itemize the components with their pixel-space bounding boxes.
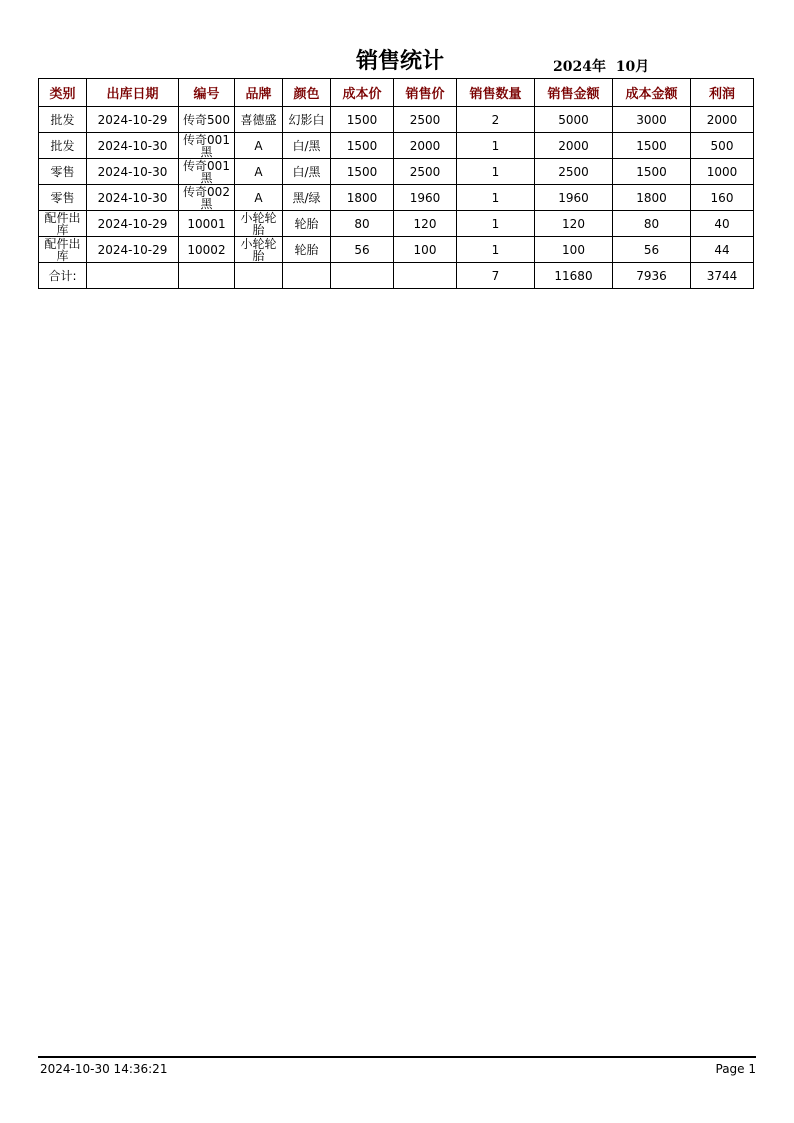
col-header-sale-price: 销售价 [394, 79, 457, 107]
totals-label: 合计: [39, 263, 87, 289]
cell-cost-price: 1500 [331, 107, 394, 133]
cell-sale-price: 120 [394, 211, 457, 237]
cell-category: 批发 [39, 107, 87, 133]
cell-profit: 40 [691, 211, 754, 237]
table-row [39, 211, 754, 237]
table-row [39, 133, 754, 159]
cell-quantity: 2 [457, 107, 535, 133]
cell-color: 轮胎 [283, 237, 331, 263]
cell-sales-amount: 5000 [535, 107, 613, 133]
cell-date: 2024-10-30 [87, 185, 179, 211]
cell-date: 2024-10-30 [87, 159, 179, 185]
col-header-cost-amount: 成本金额 [613, 79, 691, 107]
totals-empty-cell [283, 263, 331, 289]
cell-quantity: 1 [457, 237, 535, 263]
col-header-category: 类别 [39, 79, 87, 107]
cell-brand: 小轮轮胎 [235, 237, 283, 263]
col-header-color: 颜色 [283, 79, 331, 107]
cell-code: 传奇001黑 [179, 159, 235, 185]
cell-cost-amount: 1800 [613, 185, 691, 211]
cell-category: 配件出库 [39, 211, 87, 237]
sales-table [38, 78, 754, 289]
totals-quantity: 7 [457, 263, 535, 289]
cell-date: 2024-10-30 [87, 133, 179, 159]
col-header-code: 编号 [179, 79, 235, 107]
cell-cost-amount: 3000 [613, 107, 691, 133]
report-period: 2024年 10月 [553, 59, 650, 75]
table-row [39, 237, 754, 263]
cell-profit: 2000 [691, 107, 754, 133]
cell-brand: A [235, 185, 283, 211]
totals-cost-amount: 7936 [613, 263, 691, 289]
col-header-brand: 品牌 [235, 79, 283, 107]
cell-brand: A [235, 159, 283, 185]
page-number: Page 1 [715, 1062, 756, 1076]
cell-category: 零售 [39, 185, 87, 211]
cell-code: 传奇001黑 [179, 133, 235, 159]
cell-code: 10002 [179, 237, 235, 263]
cell-cost-amount: 80 [613, 211, 691, 237]
cell-date: 2024-10-29 [87, 237, 179, 263]
report-title: 销售统计 [355, 48, 444, 74]
cell-color: 黑/绿 [283, 185, 331, 211]
cell-profit: 44 [691, 237, 754, 263]
cell-sales-amount: 1960 [535, 185, 613, 211]
cell-cost-price: 1500 [331, 159, 394, 185]
cell-color: 白/黑 [283, 159, 331, 185]
cell-category: 配件出库 [39, 237, 87, 263]
cell-sale-price: 2500 [394, 107, 457, 133]
cell-quantity: 1 [457, 211, 535, 237]
col-header-cost-price: 成本价 [331, 79, 394, 107]
cell-cost-price: 1800 [331, 185, 394, 211]
cell-category: 批发 [39, 133, 87, 159]
cell-quantity: 1 [457, 159, 535, 185]
cell-code: 传奇500 [179, 107, 235, 133]
table-header-row [39, 79, 754, 107]
cell-sale-price: 2000 [394, 133, 457, 159]
col-header-sales-amount: 销售金额 [535, 79, 613, 107]
cell-color: 白/黑 [283, 133, 331, 159]
printed-timestamp: 2024-10-30 14:36:21 [40, 1062, 168, 1076]
cell-category: 零售 [39, 159, 87, 185]
cell-sales-amount: 2500 [535, 159, 613, 185]
totals-empty-cell [87, 263, 179, 289]
totals-profit: 3744 [691, 263, 754, 289]
cell-profit: 1000 [691, 159, 754, 185]
table-row [39, 185, 754, 211]
totals-empty-cell [179, 263, 235, 289]
col-header-quantity: 销售数量 [457, 79, 535, 107]
totals-sales-amount: 11680 [535, 263, 613, 289]
cell-sale-price: 100 [394, 237, 457, 263]
cell-profit: 160 [691, 185, 754, 211]
totals-empty-cell [394, 263, 457, 289]
cell-quantity: 1 [457, 185, 535, 211]
cell-cost-price: 1500 [331, 133, 394, 159]
cell-sales-amount: 2000 [535, 133, 613, 159]
cell-cost-price: 56 [331, 237, 394, 263]
totals-empty-cell [235, 263, 283, 289]
cell-sale-price: 1960 [394, 185, 457, 211]
totals-empty-cell [331, 263, 394, 289]
cell-sales-amount: 120 [535, 211, 613, 237]
cell-sale-price: 2500 [394, 159, 457, 185]
cell-cost-amount: 56 [613, 237, 691, 263]
col-header-profit: 利润 [691, 79, 754, 107]
cell-cost-amount: 1500 [613, 133, 691, 159]
cell-brand: A [235, 133, 283, 159]
cell-sales-amount: 100 [535, 237, 613, 263]
cell-brand: 喜德盛 [235, 107, 283, 133]
cell-cost-amount: 1500 [613, 159, 691, 185]
cell-color: 幻影白 [283, 107, 331, 133]
table-row [39, 107, 754, 133]
cell-code: 10001 [179, 211, 235, 237]
cell-color: 轮胎 [283, 211, 331, 237]
cell-date: 2024-10-29 [87, 107, 179, 133]
totals-row [39, 263, 754, 289]
col-header-date: 出库日期 [87, 79, 179, 107]
cell-date: 2024-10-29 [87, 211, 179, 237]
cell-cost-price: 80 [331, 211, 394, 237]
footer-divider [38, 1056, 756, 1058]
cell-brand: 小轮轮胎 [235, 211, 283, 237]
table-row [39, 159, 754, 185]
cell-code: 传奇002黑 [179, 185, 235, 211]
cell-quantity: 1 [457, 133, 535, 159]
cell-profit: 500 [691, 133, 754, 159]
